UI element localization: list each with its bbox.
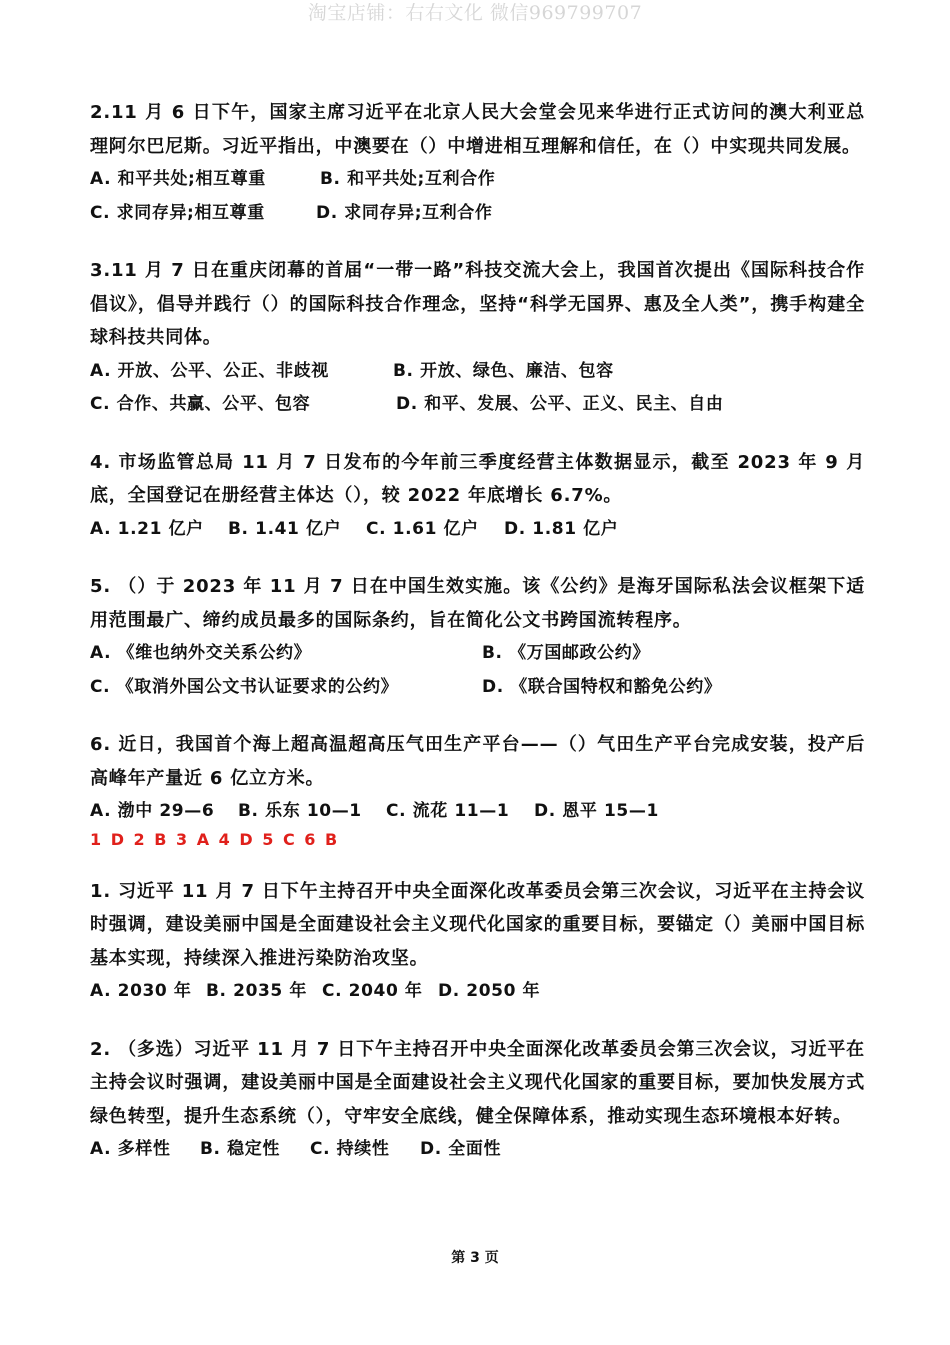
question-stem: 2. （多选）习近平 11 月 7 日下午主持召开中央全面深化改革委员会第三次会议，习近平在主持会议时强调，建设美丽中国是全面建设社会主义现代化国家的重要目标，要加快发展方式绿色转型，提升生态系统（），守牢安全底线，健全保障体系，推动实现生态环境根本好转。 — [90, 1038, 865, 1127]
option-a: A. 多样性 — [90, 1139, 171, 1159]
option-b: B. 和平共处;互利合作 — [320, 169, 496, 189]
answer-key: 1 D 2 B 3 A 4 D 5 C 6 B — [90, 829, 340, 849]
option-d: D. 求同存异;互利合作 — [316, 202, 493, 223]
option-row — [90, 388, 865, 422]
question-stem: 6. 近日，我国首个海上超高温超高压气田生产平台——（）气田生产平台完成安装，投产后高峰年产量近 6 亿立方米。 — [90, 734, 865, 789]
question-2 — [90, 96, 865, 230]
question-stem: 2.11 月 6 日下午，国家主席习近平在北京人民大会堂会见来华进行正式访问的澳大利亚总理阿尔巴尼斯。习近平指出，中澳要在（）中增进相互理解和信任，在（）中实现共同发展。 — [90, 102, 865, 157]
option-b: B. 《万国邮政公约》 — [482, 643, 650, 663]
option-b: B. 2035 年 — [206, 981, 307, 1001]
option-a: A. 渤中 29—6 — [90, 801, 215, 821]
question-stem: 4. 市场监管总局 11 月 7 日发布的今年前三季度经营主体数据显示，截至 2023 年 9 月底，全国登记在册经营主体达（），较 2022 年底增长 6.7%。 — [90, 451, 865, 506]
option-a: A. 开放、公平、公正、非歧视 — [90, 360, 329, 381]
question-2-multi — [90, 1033, 865, 1167]
option-a: A. 《维也纳外交关系公约》 — [90, 643, 312, 663]
page-number: 第 3 页 — [451, 1250, 499, 1266]
option-c: C. 求同存异;相互尊重 — [90, 202, 265, 223]
option-row — [90, 513, 865, 547]
option-b: B. 乐东 10—1 — [238, 801, 362, 821]
option-c: C. 《取消外国公文书认证要求的公约》 — [90, 676, 399, 697]
option-c: C. 合作、共赢、公平、包容 — [90, 394, 311, 414]
question-6 — [90, 728, 865, 829]
question-stem: 1. 习近平 11 月 7 日下午主持召开中央全面深化改革委员会第三次会议，习近平在主持会议时强调，建设美丽中国是全面建设社会主义现代化国家的重要目标，要锚定（）美丽中国目标基本实现，持续深入推进污染防治攻坚。 — [90, 880, 865, 969]
watermark: 淘宝店铺：右右文化 微信969799707 — [307, 2, 643, 24]
option-row — [90, 1133, 865, 1167]
page-content — [90, 96, 865, 1191]
option-d: D. 《联合国特权和豁免公约》 — [482, 676, 722, 697]
question-5 — [90, 570, 865, 704]
option-c: C. 2040 年 — [322, 981, 423, 1001]
question-stem: 5. （）于 2023 年 11 月 7 日在中国生效实施。该《公约》是海牙国际私法会议框架下适用范围最广、缔约成员最多的国际条约，旨在简化公文书跨国流转程序。 — [90, 576, 865, 631]
question-1 — [90, 875, 865, 1009]
option-d: D. 恩平 15—1 — [534, 801, 659, 821]
option-row — [90, 163, 865, 197]
option-d: D. 1.81 亿户 — [504, 518, 619, 539]
option-c: C. 持续性 — [310, 1139, 390, 1159]
option-c: C. 流花 11—1 — [386, 801, 510, 821]
option-a: A. 1.21 亿户 — [90, 518, 204, 539]
option-row — [90, 637, 865, 671]
option-row — [90, 975, 865, 1009]
option-d: D. 全面性 — [420, 1139, 502, 1159]
option-a: A. 2030 年 — [90, 981, 192, 1001]
option-b: B. 1.41 亿户 — [228, 518, 342, 539]
option-row — [90, 795, 865, 829]
question-4 — [90, 446, 865, 547]
option-d: D. 和平、发展、公平、正义、民主、自由 — [396, 394, 724, 414]
question-3 — [90, 254, 865, 422]
option-a: A. 和平共处;相互尊重 — [90, 169, 266, 189]
option-d: D. 2050 年 — [438, 981, 541, 1001]
option-row — [90, 671, 865, 705]
option-b: B. 稳定性 — [200, 1139, 280, 1159]
option-row — [90, 197, 865, 231]
option-row — [90, 355, 865, 389]
question-stem: 3.11 月 7 日在重庆闭幕的首届“一带一路”科技交流大会上，我国首次提出《国际科技合作倡议》，倡导并践行（）的国际科技合作理念，坚持“科学无国界、惠及全人类”，携手构建全球科技共同体。 — [90, 260, 865, 348]
option-b: B. 开放、绿色、廉洁、包容 — [393, 360, 614, 381]
option-c: C. 1.61 亿户 — [366, 518, 479, 539]
